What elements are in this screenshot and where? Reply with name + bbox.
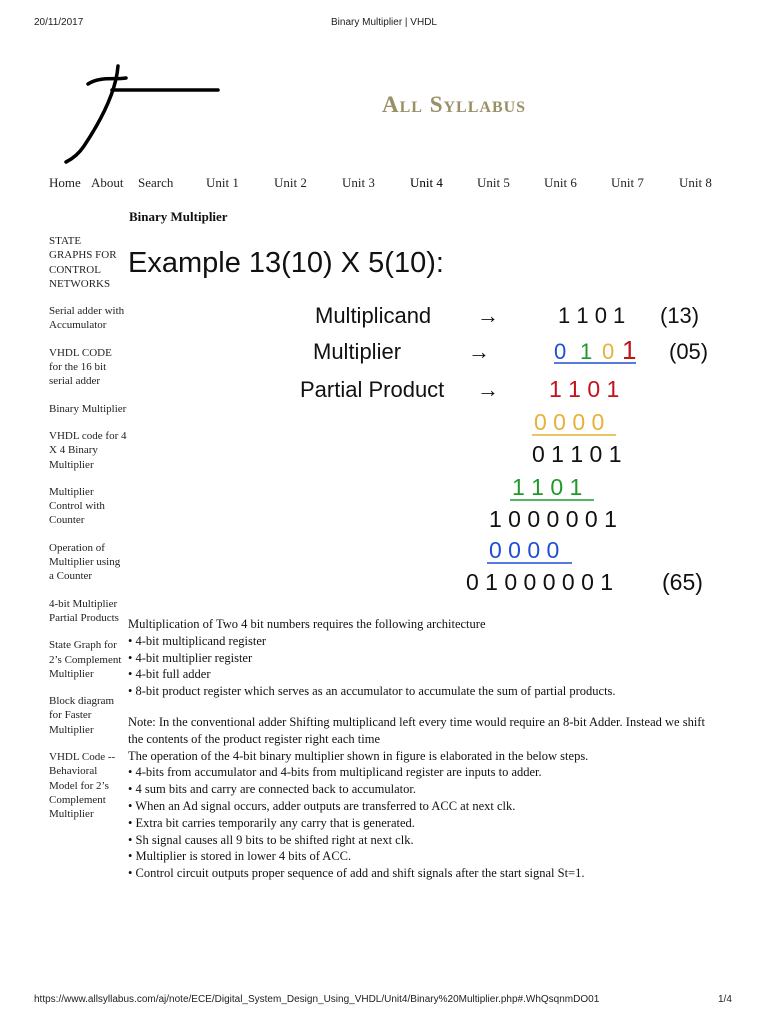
main-nav — [0, 175, 768, 195]
site-title[interactable]: All Syllabus — [382, 92, 527, 117]
sum-row-2: 1 0 0 0 0 0 1 — [489, 506, 617, 532]
sidebar-link[interactable]: Operation of Multiplier using a Counter — [49, 541, 121, 583]
sidebar-link[interactable]: VHDL code for 4 X 4 Binary Multiplier — [49, 429, 127, 471]
step-item: • 4 sum bits and carry are connected back to accumulator. — [128, 782, 416, 797]
sum-row-1: 0 1 1 0 1 — [532, 441, 622, 467]
step-item: • When an Ad signal occurs, adder outputs are transferred to ACC at next clk. — [128, 798, 516, 813]
step-item: • Control circuit outputs proper sequence of add and shift signals after the start signal St=1. — [128, 866, 585, 881]
multiplier-bit-1: 1 — [580, 339, 593, 364]
arrow-2: → — [468, 339, 490, 364]
arrow-1: → — [477, 303, 499, 328]
multiplicand-label: Multiplicand — [315, 303, 432, 328]
example-figure — [126, 235, 726, 605]
print-url: https://www.allsyllabus.com/aj/note/ECE/Digital_System_Design_Using_VHDL/Unit4/Binary%20Multiplier.php#.WhQsqnmDO01 — [34, 994, 600, 1005]
site-logo[interactable] — [60, 62, 230, 167]
sidebar — [49, 234, 127, 835]
note-paragraph: Note: In the conventional adder Shifting multiplicand left every time would require an 8-bit Adder. Instead we shift the contents of the product register right each time — [128, 714, 705, 746]
nav-unit-7[interactable]: Unit 7 — [611, 175, 644, 190]
post-title: Binary Multiplier — [129, 209, 228, 224]
nav-unit-6[interactable]: Unit 6 — [544, 175, 577, 190]
partial-product-row-3: 1 1 0 1 — [512, 474, 583, 500]
sidebar-link[interactable]: VHDL Code --Behavioral Model for 2’s Complement Multiplier — [49, 751, 116, 821]
nav-unit-5[interactable]: Unit 5 — [477, 175, 510, 190]
nav-unit-3[interactable]: Unit 3 — [342, 175, 375, 190]
figure-heading: Example 13(10) X 5(10): — [128, 247, 444, 279]
nav-unit-4[interactable]: Unit 4 — [410, 175, 443, 190]
nav-home[interactable]: Home — [49, 175, 81, 190]
nav-search[interactable]: Search — [138, 175, 174, 190]
step-item: • 4-bits from accumulator and 4-bits from multiplicand register are inputs to adder. — [128, 765, 542, 780]
arch-item: • 4-bit multiplier register — [128, 650, 253, 665]
result-decimal: (65) — [662, 569, 703, 595]
multiplier-decimal: (05) — [669, 339, 709, 364]
nav-unit-2[interactable]: Unit 2 — [274, 175, 307, 190]
sidebar-link[interactable]: STATE GRAPHS FOR CONTROL NETWORKS — [49, 235, 117, 290]
multiplier-bit-0: 0 — [554, 339, 567, 364]
arch-item: • 4-bit multiplicand register — [128, 633, 267, 648]
arrow-3: → — [477, 377, 499, 402]
print-page-number: 1/4 — [718, 994, 732, 1005]
partial-product-row-1: 1 1 0 1 — [549, 376, 620, 402]
result-bits: 0 1 0 0 0 0 0 1 — [466, 569, 614, 595]
architecture-intro: Multiplication of Two 4 bit numbers requires the following architecture — [128, 617, 486, 631]
sidebar-link[interactable]: 4-bit Multiplier Partial Products — [49, 597, 119, 624]
nav-unit-1[interactable]: Unit 1 — [206, 175, 239, 190]
multiplier-label: Multiplier — [313, 339, 402, 364]
sidebar-link[interactable]: Binary Multiplier — [49, 402, 127, 415]
arch-item: • 8-bit product register which serves as an accumulator to accumulate the sum of partial products. — [128, 684, 616, 699]
partial-product-label: Partial Product — [300, 377, 445, 402]
arch-item: • 4-bit full adder — [128, 667, 211, 682]
step-item: • Multiplier is stored in lower 4 bits of ACC. — [128, 849, 352, 864]
sidebar-link[interactable]: Multiplier Control with Counter — [49, 485, 105, 527]
nav-about[interactable]: About — [91, 175, 124, 190]
sidebar-link[interactable]: VHDL CODE for the 16 bit serial adder — [49, 346, 112, 388]
step-item: • Extra bit carries temporarily any carry that is generated. — [128, 815, 415, 830]
sidebar-link[interactable]: Serial adder with Accumulator — [49, 305, 125, 332]
nav-unit-8[interactable]: Unit 8 — [679, 175, 712, 190]
steps-intro: The operation of the 4-bit binary multiplier shown in figure is elaborated in the below steps. — [128, 748, 589, 763]
multiplicand-bits: 1 1 0 1 — [558, 303, 626, 328]
step-item: • Sh signal causes all 9 bits to be shifted right at next clk. — [128, 832, 414, 847]
article-body — [128, 616, 708, 882]
print-title: Binary Multiplier | VHDL — [331, 17, 437, 28]
multiplicand-decimal: (13) — [660, 303, 700, 328]
multiplier-bit-2: 0 — [602, 339, 615, 364]
print-date: 20/11/2017 — [34, 17, 84, 28]
sidebar-link[interactable]: Block diagram for Faster Multiplier — [49, 695, 115, 736]
partial-zero-row-2: 0 0 0 0 — [489, 537, 560, 563]
sidebar-link[interactable]: State Graph for 2’s Complement Multiplier — [49, 639, 122, 680]
multiplier-bit-3: 1 — [622, 335, 637, 365]
partial-zero-row-1: 0 0 0 0 — [534, 409, 605, 435]
